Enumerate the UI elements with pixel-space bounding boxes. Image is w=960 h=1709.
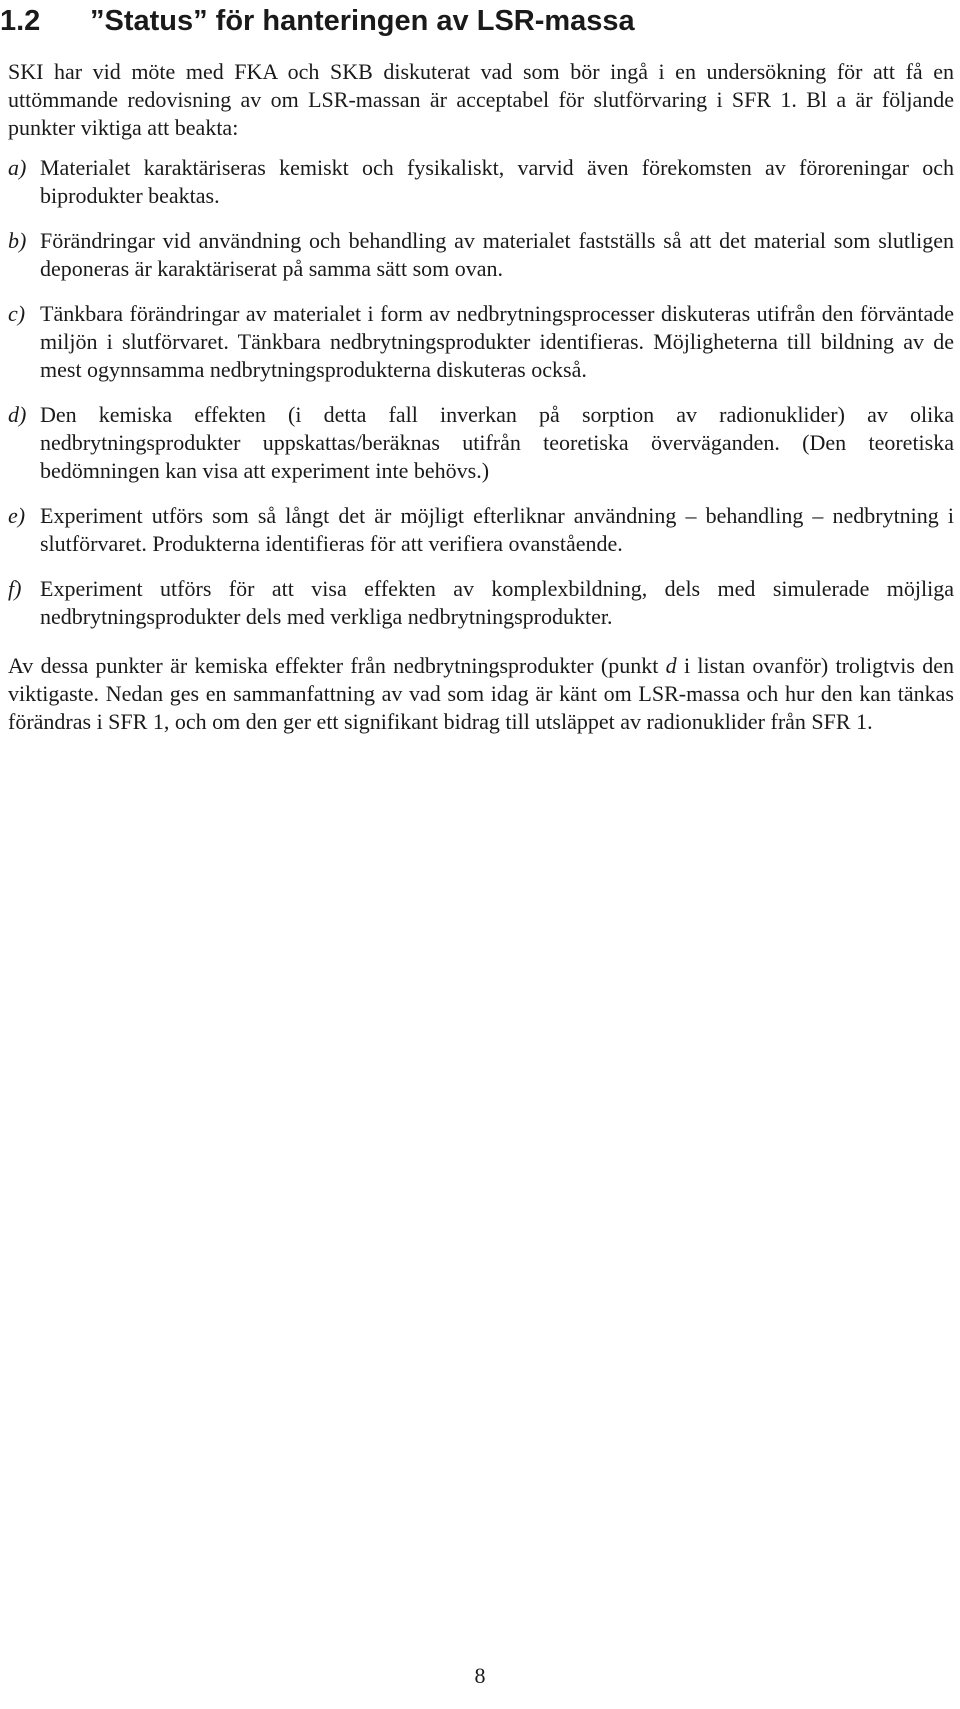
list-marker: e) bbox=[8, 503, 26, 528]
list-item-f bbox=[8, 575, 954, 631]
list-marker: b) bbox=[8, 228, 27, 253]
list-item-text: Materialet karaktäriseras kemiskt och fysikaliskt, varvid även förekomsten av föroreningar och biprodukter beaktas. bbox=[40, 155, 954, 208]
list-marker: f) bbox=[8, 576, 22, 601]
body-text bbox=[8, 58, 954, 736]
list-marker: c) bbox=[8, 301, 26, 326]
list-item-a bbox=[8, 154, 954, 210]
summary-emphasis: d bbox=[665, 653, 677, 678]
list-item-e bbox=[8, 502, 954, 558]
list-item-text: Den kemiska effekten (i detta fall inverkan på sorption av radionuklider) av olika nedbrytningsprodukter uppskattas/beräknas utifrån teoretiska överväganden. (Den teoretiska bedömningen kan visa att experiment inte behövs.) bbox=[40, 402, 954, 483]
page-number: 8 bbox=[474, 1663, 486, 1688]
list-item-d bbox=[8, 401, 954, 485]
summary-text-before: Av dessa punkter är kemiska effekter från nedbrytningsprodukter (punkt bbox=[8, 653, 666, 678]
list-item-text: Experiment utförs för att visa effekten av komplexbildning, dels med simulerade möjliga nedbrytningsprodukter dels med verkliga nedbrytningsprodukter. bbox=[40, 576, 954, 629]
list-item-c bbox=[8, 300, 954, 384]
list-item-b bbox=[8, 227, 954, 283]
section-title: ”Status” för hanteringen av LSR-massa bbox=[90, 5, 635, 37]
list-item-text: Förändringar vid användning och behandling av materialet fastställs så att det material som slutligen deponeras är karaktäriserat på samma sätt som ovan. bbox=[40, 228, 954, 281]
list-item-text: Experiment utförs som så långt det är möjligt efterliknar användning – behandling – nedbrytning i slutförvaret. Produkterna identifieras för att verifiera ovanstående. bbox=[40, 503, 954, 556]
intro-paragraph: SKI har vid möte med FKA och SKB diskuterat vad som bör ingå i en undersökning för att få en uttömmande redovisning av om LSR-massan är acceptabel för slutförvaring i SFR 1. Bl a är följande punkter viktiga att beakta: bbox=[8, 59, 954, 140]
section-heading bbox=[0, 4, 960, 38]
section-number: 1.2 bbox=[0, 5, 41, 37]
list-marker: d) bbox=[8, 402, 27, 427]
list-marker: a) bbox=[8, 155, 27, 180]
checklist bbox=[8, 154, 954, 631]
list-item-text: Tänkbara förändringar av materialet i form av nedbrytningsprocesser diskuteras utifrån den förväntade miljön i slutförvaret. Tänkbara nedbrytningsprodukter identifieras. Möjligheterna till bildning av de mest ogynnsamma nedbrytningsprodukterna diskuteras också. bbox=[40, 301, 954, 382]
summary-paragraph bbox=[8, 652, 954, 736]
summary-text-after: i listan ovanför) troligtvis den viktigaste. Nedan ges en sammanfattning av vad som idag är känt om LSR-massa och hur den kan tänkas förändras i SFR 1, och om den ger ett signifikant bidrag till utsläppet av radionuklider från SFR 1. bbox=[8, 653, 955, 734]
